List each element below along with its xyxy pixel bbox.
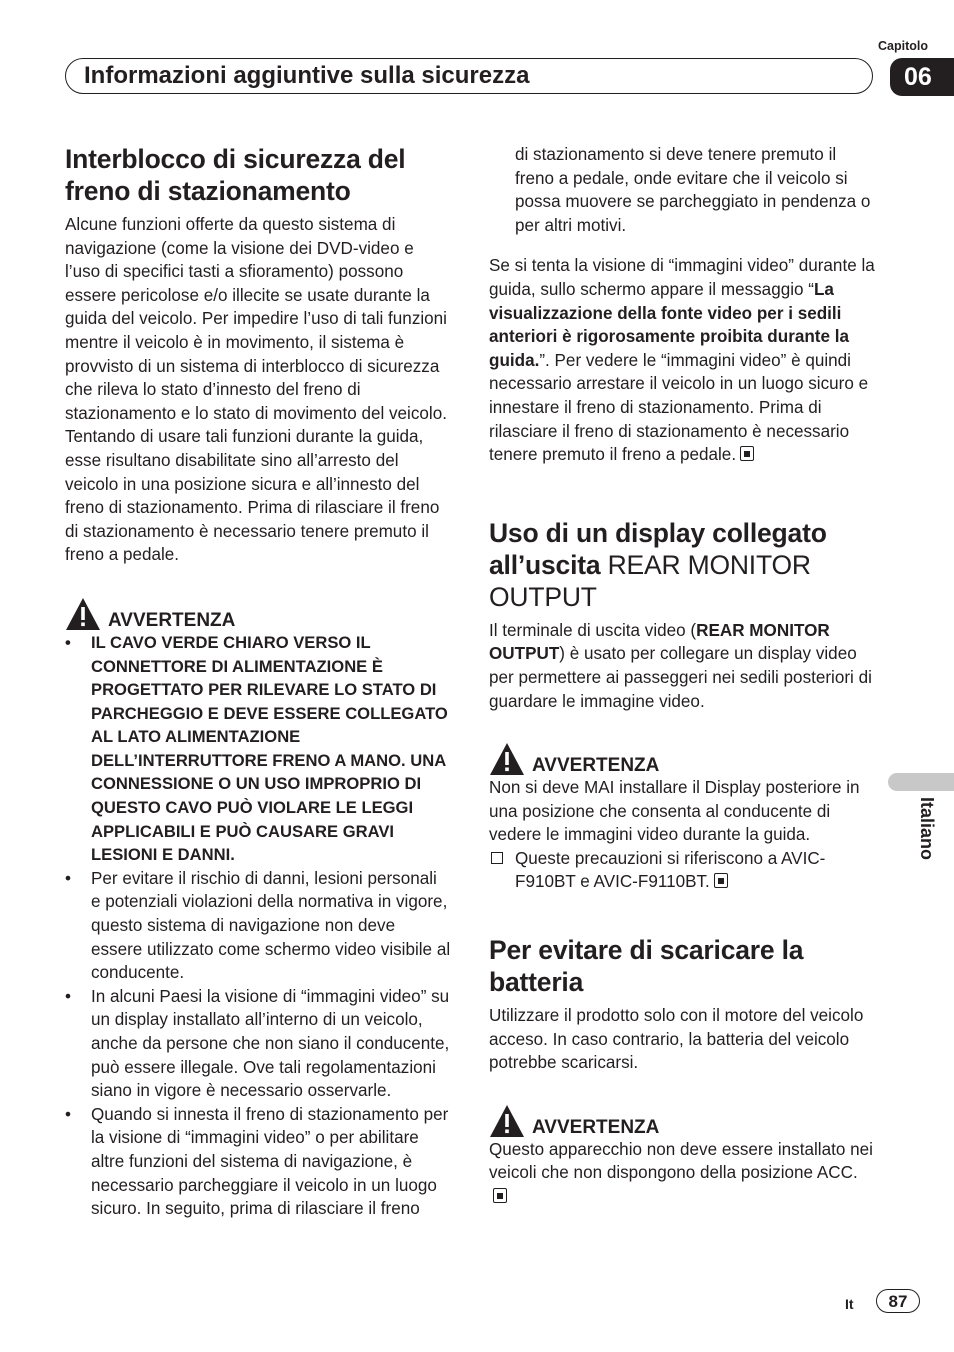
list-item: • In alcuni Paesi la visione di “immagini video” su un display installato all’interno di un veicolo, anche da persone che non siano il conducente, può essere illegale. Ove tali regolamentazioni siano in vigore è necessario osservarle. [65,985,451,1103]
section-title-rear-monitor [489,517,875,613]
end-mark-icon [493,1188,507,1203]
warning-heading [489,1100,875,1138]
warning-list [65,631,451,867]
warning-icon [65,597,101,631]
paragraph-text: Il terminale di uscita video ( [489,620,697,640]
right-column [489,143,875,1209]
warning-body [489,1138,875,1209]
language-label: Italiano [917,797,937,861]
warning-label: AVVERTENZA [108,609,236,631]
note-text: Queste precauzioni si riferiscono a AVIC-F910BT e AVIC-F9110BT. [515,848,826,892]
warning-label: AVVERTENZA [532,1116,660,1138]
section-title-parking-brake: Interblocco di sicurezza del freno di stazionamento [65,144,406,206]
paragraph-text: ”. Per vedere le “immagini video” è quindi necessario arrestare il veicolo in un luogo sicuro e innestare il freno di stazionamento. Prima di rilasciare il freno di stazionamento è necessario tenere premuto il freno a pedale. [489,350,869,465]
warning-heading [489,738,875,776]
list-item: • Quando si innesta il freno di stazionamento per la visione di “immagini video” o per abilitare altre funzioni del sistema di navigazione, è necessario parcheggiare il veicolo in un luogo sicuro. In seguito, prima di rilasciare il freno [65,1103,451,1221]
chapter-label: Capitolo [878,39,928,53]
page-title: Informazioni aggiuntive sulla sicurezza [84,62,530,89]
language-tab [888,773,954,791]
list-item: • Per evitare il rischio di danni, lesioni personali e potenziali violazioni della normativa in vigore, questo sistema di navigazione non deve essere utilizzato come schermo video visibile al conducente. [65,867,451,985]
warning-heading [65,593,451,631]
section-title-term: REAR MONITOR OUTPUT [489,549,811,612]
page-number: 87 [876,1289,920,1313]
section-title-battery: Per evitare di scaricare la batteria [489,935,804,998]
warning-message: La visualizzazione della fonte video per i sedili anteriori è rigorosamente proibita durante la guida. [489,279,849,370]
model-note [489,847,875,894]
bullet-continuation: di stazionamento si deve tenere premuto il freno a pedale, onde evitare che il veicolo si possa muovere se parcheggiato in pendenza o per altri motivi. [515,145,871,235]
end-mark-icon [714,873,728,888]
section-title-text: Uso di un display collegato all’uscita [489,517,827,580]
paragraph-text: ) è usato per collegare un display video per permettere ai passeggeri nei sedili posteriori di guardare le immagine video. [489,644,872,711]
warning-icon [489,742,525,776]
battery-paragraph: Utilizzare il prodotto solo con il motore del veicolo acceso. In caso contrario, la batteria del veicolo potrebbe scaricarsi. [489,1006,864,1073]
left-column [65,143,451,1221]
language-code: It [845,1296,854,1312]
video-message-paragraph [489,254,875,466]
section-body-parking-brake: Alcune funzioni offerte da questo sistema di navigazione (come la visione dei DVD-video e l’uso di specifici tasti a sfioramento) possono essere pericolose e/o illecite se usate durante la guida del veicolo. Per impedire l’uso di tali funzioni mentre il veicolo è in movimento, il sistema è provvisto di un sistema di interblocco di sicurezza che rileva lo stato d’innesto del freno di stazionamento e lo stato di movimento del veicolo. Tentando di usare tali funzioni durante la guida, esse risultano disabilitate sino all’arresto del veicolo in una posizione sicura e all’innesto del freno di stazionamento. Prima di rilasciare il freno di stazionamento è necessario tenere premuto il freno a pedale. [65,215,447,565]
end-mark-icon [740,446,754,461]
rear-monitor-paragraph [489,619,875,713]
chapter-number: 06 [890,58,954,96]
terminal-name: REAR MONITOR OUTPUT [489,620,830,664]
note-checkbox-icon [491,852,503,864]
list-item: • IL CAVO VERDE CHIARO VERSO IL CONNETTORE DI ALIMENTAZIONE È PROGETTATO PER RILEVARE LO STATO DI PARCHEGGIO E DEVE ESSERE COLLEGATO AL LATO ALIMENTAZIONE DELL’INTERRUTTORE FRENO A MANO. UNA CONNESSIONE O UN USO IMPROPRIO DI QUESTO CAVO PUÒ VIOLARE LE LEGGI APPLICABILI E PUÒ CAUSARE GRAVI LESIONI E DANNI. [65,631,451,867]
warning-body: Non si deve MAI installare il Display posteriore in una posizione che consenta al conducente di vedere le immagini video durante la guida. [489,778,860,845]
bullet-list [65,867,451,1221]
warning-icon [489,1104,525,1138]
warning-label: AVVERTENZA [532,755,660,777]
paragraph-text: Se si tenta la visione di “immagini video” durante la guida, sullo schermo appare il messaggio “ [489,256,875,299]
warning-text: Questo apparecchio non deve essere installato nei veicoli che non dispongono della posizione ACC. [489,1139,873,1183]
